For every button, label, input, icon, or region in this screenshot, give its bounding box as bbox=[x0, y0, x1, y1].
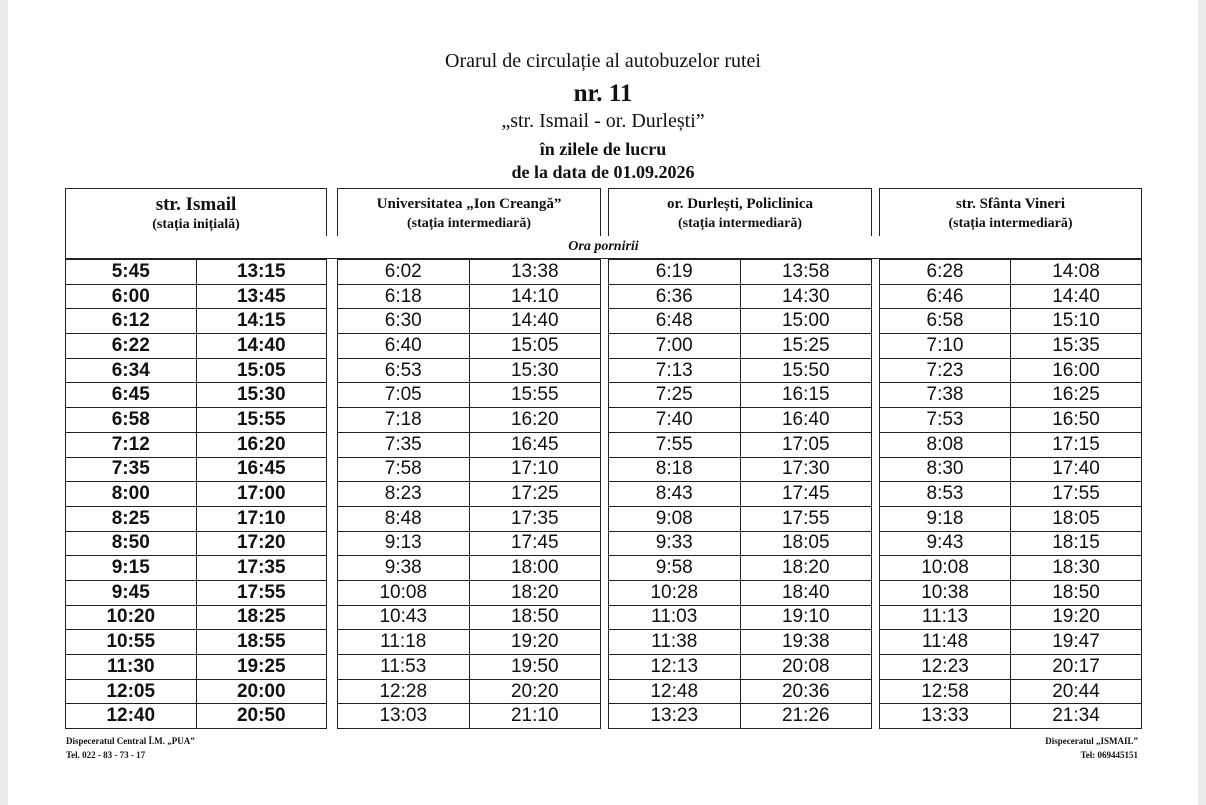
table-row bbox=[609, 383, 871, 408]
departure-time: 16:50 bbox=[1011, 408, 1142, 433]
departure-time: 10:38 bbox=[880, 580, 1011, 605]
table-row bbox=[880, 457, 1141, 482]
table-row bbox=[609, 531, 871, 556]
departure-time: 17:40 bbox=[1011, 457, 1142, 482]
departure-time: 14:08 bbox=[1011, 260, 1142, 284]
departure-time: 17:55 bbox=[1011, 482, 1142, 507]
departure-time: 12:28 bbox=[338, 679, 469, 704]
departure-time: 18:05 bbox=[740, 531, 871, 556]
station-name: str. Sfânta Vineri bbox=[955, 196, 1066, 212]
departure-time: 11:03 bbox=[609, 605, 740, 630]
table-row bbox=[338, 309, 600, 334]
departure-time: 12:23 bbox=[880, 655, 1011, 680]
station-header-universitatea bbox=[337, 188, 601, 238]
departure-time: 15:00 bbox=[740, 309, 871, 334]
table-row bbox=[880, 605, 1141, 630]
station-name: or. Durlești, Policlinica bbox=[666, 196, 814, 212]
table-row bbox=[66, 457, 326, 482]
departure-time: 6:12 bbox=[66, 309, 196, 334]
table-row bbox=[338, 556, 600, 581]
departure-time: 8:23 bbox=[338, 482, 469, 507]
table-row bbox=[338, 457, 600, 482]
table-row bbox=[880, 580, 1141, 605]
departure-time: 20:17 bbox=[1011, 655, 1142, 680]
table-row bbox=[66, 679, 326, 704]
departure-time: 16:20 bbox=[196, 432, 326, 457]
departure-time: 7:12 bbox=[66, 432, 196, 457]
departure-time: 6:45 bbox=[66, 383, 196, 408]
departure-time: 7:10 bbox=[880, 334, 1011, 359]
station-type: (stația inițială) bbox=[152, 217, 240, 232]
table-row bbox=[609, 284, 871, 309]
times-grid-sfanta-vineri bbox=[879, 258, 1142, 729]
table-row bbox=[338, 383, 600, 408]
table-row bbox=[609, 556, 871, 581]
departure-time: 7:40 bbox=[609, 408, 740, 433]
departure-time: 15:25 bbox=[740, 334, 871, 359]
table-row bbox=[880, 506, 1141, 531]
departure-time: 7:55 bbox=[609, 432, 740, 457]
departure-time: 7:53 bbox=[880, 408, 1011, 433]
station-header-durlesti bbox=[608, 188, 872, 238]
departure-time: 14:40 bbox=[196, 334, 326, 359]
departure-time-band bbox=[65, 236, 1142, 259]
table-row bbox=[66, 655, 326, 680]
departure-time: 8:25 bbox=[66, 506, 196, 531]
departure-time: 13:45 bbox=[196, 284, 326, 309]
departure-time: 9:08 bbox=[609, 506, 740, 531]
departure-time: 9:43 bbox=[880, 531, 1011, 556]
departure-time: 17:35 bbox=[469, 506, 600, 531]
station-header-ismail bbox=[65, 188, 327, 238]
table-row bbox=[880, 334, 1141, 359]
departure-time: 18:00 bbox=[469, 556, 600, 581]
departure-time: 13:23 bbox=[609, 704, 740, 728]
departure-time: 19:38 bbox=[740, 630, 871, 655]
departure-time: 17:20 bbox=[196, 531, 326, 556]
timetable-title: Orarul de circulație al autobuzelor rutei bbox=[445, 50, 761, 72]
table-row bbox=[338, 482, 600, 507]
table-row bbox=[880, 432, 1141, 457]
departure-time: 6:58 bbox=[880, 309, 1011, 334]
departure-time: 12:13 bbox=[609, 655, 740, 680]
table-row bbox=[66, 309, 326, 334]
departure-time: 6:53 bbox=[338, 358, 469, 383]
departure-time: 8:18 bbox=[609, 457, 740, 482]
departure-time: 12:05 bbox=[66, 679, 196, 704]
departure-time: 17:00 bbox=[196, 482, 326, 507]
table-row bbox=[338, 580, 600, 605]
table-row bbox=[609, 679, 871, 704]
table-row bbox=[880, 531, 1141, 556]
station-name: str. Ismail bbox=[155, 194, 237, 215]
table-row bbox=[880, 358, 1141, 383]
table-row bbox=[66, 482, 326, 507]
departure-time: 18:30 bbox=[1011, 556, 1142, 581]
departure-time: 9:38 bbox=[338, 556, 469, 581]
table-row bbox=[338, 531, 600, 556]
departure-time: 20:08 bbox=[740, 655, 871, 680]
departure-time: 8:08 bbox=[880, 432, 1011, 457]
departure-time: 11:38 bbox=[609, 630, 740, 655]
table-row bbox=[880, 655, 1141, 680]
departure-time: 21:26 bbox=[781, 705, 830, 727]
dispatcher-ismail-phone: Tel: 069445151 bbox=[1080, 750, 1138, 760]
dispatcher-ismail: Dispeceratul „ISMAIL” bbox=[1045, 736, 1138, 746]
departure-time: 10:08 bbox=[338, 580, 469, 605]
departure-time: 13:38 bbox=[469, 260, 600, 284]
table-row bbox=[66, 260, 326, 284]
departure-time: 18:20 bbox=[740, 556, 871, 581]
table-row bbox=[66, 358, 326, 383]
departure-time: 20:20 bbox=[469, 679, 600, 704]
departure-time: 21:10 bbox=[510, 705, 559, 727]
departure-time: 17:25 bbox=[469, 482, 600, 507]
table-row bbox=[609, 630, 871, 655]
departure-time: 17:10 bbox=[196, 506, 326, 531]
effective-date: de la data de 01.09.2026 bbox=[511, 162, 695, 182]
table-row bbox=[66, 580, 326, 605]
departure-time: 6:30 bbox=[338, 309, 469, 334]
departure-time: 17:05 bbox=[740, 432, 871, 457]
departure-time: 21:34 bbox=[1052, 705, 1100, 727]
table-row bbox=[66, 630, 326, 655]
departure-time: 12:58 bbox=[880, 679, 1011, 704]
table-row bbox=[338, 655, 600, 680]
departure-time: 20:36 bbox=[740, 679, 871, 704]
departure-time: 15:35 bbox=[1011, 334, 1142, 359]
table-row bbox=[609, 260, 871, 284]
table-row bbox=[338, 358, 600, 383]
departure-time: 10:55 bbox=[66, 630, 196, 655]
departure-time: 12:40 bbox=[66, 704, 196, 728]
departure-time: 10:28 bbox=[609, 580, 740, 605]
departure-time: 6:36 bbox=[609, 284, 740, 309]
dispatcher-central-phone: Tel. 022 - 83 - 73 - 17 bbox=[66, 750, 146, 760]
table-row bbox=[609, 580, 871, 605]
station-type: (stația intermediară) bbox=[677, 216, 803, 231]
departure-time: 10:43 bbox=[338, 605, 469, 630]
departure-time: 16:40 bbox=[740, 408, 871, 433]
departure-time: 17:35 bbox=[196, 556, 326, 581]
table-row bbox=[609, 704, 871, 728]
departure-time: 18:20 bbox=[469, 580, 600, 605]
departure-time: 9:58 bbox=[609, 556, 740, 581]
table-row bbox=[609, 506, 871, 531]
table-row bbox=[66, 506, 326, 531]
departure-time: 11:13 bbox=[880, 605, 1011, 630]
departure-time: 20:44 bbox=[1011, 679, 1142, 704]
departure-time: 18:05 bbox=[1011, 506, 1142, 531]
departure-time: 16:15 bbox=[740, 383, 871, 408]
departure-time: 14:15 bbox=[196, 309, 326, 334]
table-row bbox=[609, 457, 871, 482]
departure-time: 20:00 bbox=[196, 679, 326, 704]
departure-time: 8:53 bbox=[880, 482, 1011, 507]
departure-time: 6:28 bbox=[880, 260, 1011, 284]
table-row bbox=[338, 334, 600, 359]
table-row bbox=[880, 284, 1141, 309]
table-row bbox=[609, 655, 871, 680]
table-row bbox=[66, 605, 326, 630]
departure-time: 5:45 bbox=[66, 260, 196, 284]
departure-time: 9:13 bbox=[338, 531, 469, 556]
departure-time: 7:38 bbox=[880, 383, 1011, 408]
station-header-sfanta-vineri bbox=[879, 188, 1142, 238]
table-row bbox=[609, 309, 871, 334]
departure-time: 6:46 bbox=[880, 284, 1011, 309]
departure-time: 6:19 bbox=[609, 260, 740, 284]
departure-time: 9:18 bbox=[880, 506, 1011, 531]
departure-time: 17:10 bbox=[469, 457, 600, 482]
departure-time: 18:40 bbox=[740, 580, 871, 605]
departure-time: 10:20 bbox=[66, 605, 196, 630]
departure-time: 9:15 bbox=[66, 556, 196, 581]
table-row bbox=[609, 408, 871, 433]
departure-time: 19:47 bbox=[1011, 630, 1142, 655]
departure-time: 16:20 bbox=[469, 408, 600, 433]
times-grid-durlesti bbox=[608, 258, 872, 729]
table-row bbox=[338, 284, 600, 309]
table-row bbox=[880, 556, 1141, 581]
departure-time: 7:13 bbox=[609, 358, 740, 383]
departure-time: 6:22 bbox=[66, 334, 196, 359]
table-row bbox=[66, 556, 326, 581]
departure-time: 11:53 bbox=[338, 655, 469, 680]
departure-time: 15:55 bbox=[469, 383, 600, 408]
departure-time: 13:33 bbox=[880, 704, 1011, 728]
departure-time: 11:48 bbox=[880, 630, 1011, 655]
table-row bbox=[338, 679, 600, 704]
departure-time: 6:00 bbox=[66, 284, 196, 309]
table-row bbox=[338, 408, 600, 433]
departure-time: 12:48 bbox=[609, 679, 740, 704]
departure-time: 15:05 bbox=[196, 358, 326, 383]
departure-time: 6:40 bbox=[338, 334, 469, 359]
table-row bbox=[609, 358, 871, 383]
departure-time: 6:18 bbox=[338, 284, 469, 309]
departure-time: 14:30 bbox=[740, 284, 871, 309]
departure-time: 17:55 bbox=[196, 580, 326, 605]
departure-time: 15:10 bbox=[1011, 309, 1142, 334]
table-row bbox=[66, 432, 326, 457]
departure-time: 8:00 bbox=[66, 482, 196, 507]
table-row bbox=[338, 432, 600, 457]
departure-time: 19:10 bbox=[740, 605, 871, 630]
table-row bbox=[66, 334, 326, 359]
table-row bbox=[338, 630, 600, 655]
departure-time: 6:58 bbox=[66, 408, 196, 433]
departure-time: 20:50 bbox=[236, 705, 286, 727]
departure-time: 18:55 bbox=[196, 630, 326, 655]
departure-time: 8:50 bbox=[66, 531, 196, 556]
departure-time: 15:05 bbox=[469, 334, 600, 359]
departure-time: 15:30 bbox=[196, 383, 326, 408]
departure-time: 15:50 bbox=[740, 358, 871, 383]
departure-time: 7:18 bbox=[338, 408, 469, 433]
departure-time: 14:40 bbox=[1011, 284, 1142, 309]
dispatcher-central: Dispeceratul Central Î.M. „PUA” bbox=[66, 736, 195, 746]
departure-time: 19:25 bbox=[196, 655, 326, 680]
departure-time: 17:45 bbox=[740, 482, 871, 507]
departure-time: 18:50 bbox=[469, 605, 600, 630]
times-grid-ismail bbox=[65, 258, 327, 729]
table-row bbox=[880, 260, 1141, 284]
departure-time: 11:30 bbox=[66, 655, 196, 680]
table-row bbox=[66, 284, 326, 309]
departure-time: 19:20 bbox=[1011, 605, 1142, 630]
departure-time: 15:55 bbox=[196, 408, 326, 433]
departure-time: 8:43 bbox=[609, 482, 740, 507]
departure-time: 7:35 bbox=[338, 432, 469, 457]
departure-time: 16:45 bbox=[196, 457, 326, 482]
route-number: nr. 11 bbox=[573, 80, 633, 107]
table-row bbox=[880, 704, 1141, 728]
table-row bbox=[880, 309, 1141, 334]
departure-time: 7:23 bbox=[880, 358, 1011, 383]
schedule-days: în zilele de lucru bbox=[539, 139, 667, 159]
table-row bbox=[609, 605, 871, 630]
table-row bbox=[609, 432, 871, 457]
table-row bbox=[338, 704, 600, 728]
departure-time: 10:08 bbox=[880, 556, 1011, 581]
table-row bbox=[338, 605, 600, 630]
departure-time: 17:15 bbox=[1011, 432, 1142, 457]
table-row bbox=[880, 679, 1141, 704]
departure-time: 6:02 bbox=[338, 260, 469, 284]
departure-time: 8:48 bbox=[338, 506, 469, 531]
table-row bbox=[880, 408, 1141, 433]
departure-time: 13:15 bbox=[196, 260, 326, 284]
departure-time: 6:48 bbox=[609, 309, 740, 334]
departure-time-label: Ora pornirii bbox=[568, 239, 639, 254]
table-row bbox=[609, 482, 871, 507]
departure-time: 18:50 bbox=[1011, 580, 1142, 605]
departure-time: 8:30 bbox=[880, 457, 1011, 482]
table-row bbox=[66, 704, 326, 728]
departure-time: 9:45 bbox=[66, 580, 196, 605]
station-name: Universitatea „Ion Creangă” bbox=[376, 196, 562, 212]
table-row bbox=[880, 630, 1141, 655]
departure-time: 17:45 bbox=[469, 531, 600, 556]
departure-time: 7:00 bbox=[609, 334, 740, 359]
departure-time: 7:05 bbox=[338, 383, 469, 408]
departure-time: 7:35 bbox=[66, 457, 196, 482]
table-row bbox=[338, 506, 600, 531]
departure-time: 17:55 bbox=[740, 506, 871, 531]
departure-time: 14:40 bbox=[469, 309, 600, 334]
departure-time: 16:45 bbox=[469, 432, 600, 457]
table-row bbox=[880, 482, 1141, 507]
footer-left bbox=[66, 734, 195, 762]
table-row bbox=[338, 260, 600, 284]
footer-right bbox=[1045, 734, 1138, 762]
departure-time: 6:34 bbox=[66, 358, 196, 383]
departure-time: 18:15 bbox=[1011, 531, 1142, 556]
departure-time: 17:30 bbox=[740, 457, 871, 482]
table-row bbox=[880, 383, 1141, 408]
departure-time: 13:03 bbox=[338, 704, 469, 728]
departure-time: 11:18 bbox=[338, 630, 469, 655]
table-row bbox=[66, 408, 326, 433]
departure-time: 16:25 bbox=[1011, 383, 1142, 408]
departure-time: 14:10 bbox=[469, 284, 600, 309]
departure-time: 13:58 bbox=[740, 260, 871, 284]
times-grid-universitatea bbox=[337, 258, 601, 729]
departure-time: 16:00 bbox=[1011, 358, 1142, 383]
station-type: (stația intermediară) bbox=[948, 216, 1073, 231]
departure-time: 15:30 bbox=[469, 358, 600, 383]
departure-time: 19:50 bbox=[469, 655, 600, 680]
departure-time: 7:25 bbox=[609, 383, 740, 408]
table-row bbox=[66, 383, 326, 408]
departure-time: 9:33 bbox=[609, 531, 740, 556]
route-name: „str. Ismail - or. Durlești” bbox=[501, 110, 705, 132]
departure-time: 7:58 bbox=[338, 457, 469, 482]
table-row bbox=[609, 334, 871, 359]
station-type: (stația intermediară) bbox=[406, 216, 532, 231]
departure-time: 18:25 bbox=[196, 605, 326, 630]
departure-time: 19:20 bbox=[469, 630, 600, 655]
table-row bbox=[66, 531, 326, 556]
